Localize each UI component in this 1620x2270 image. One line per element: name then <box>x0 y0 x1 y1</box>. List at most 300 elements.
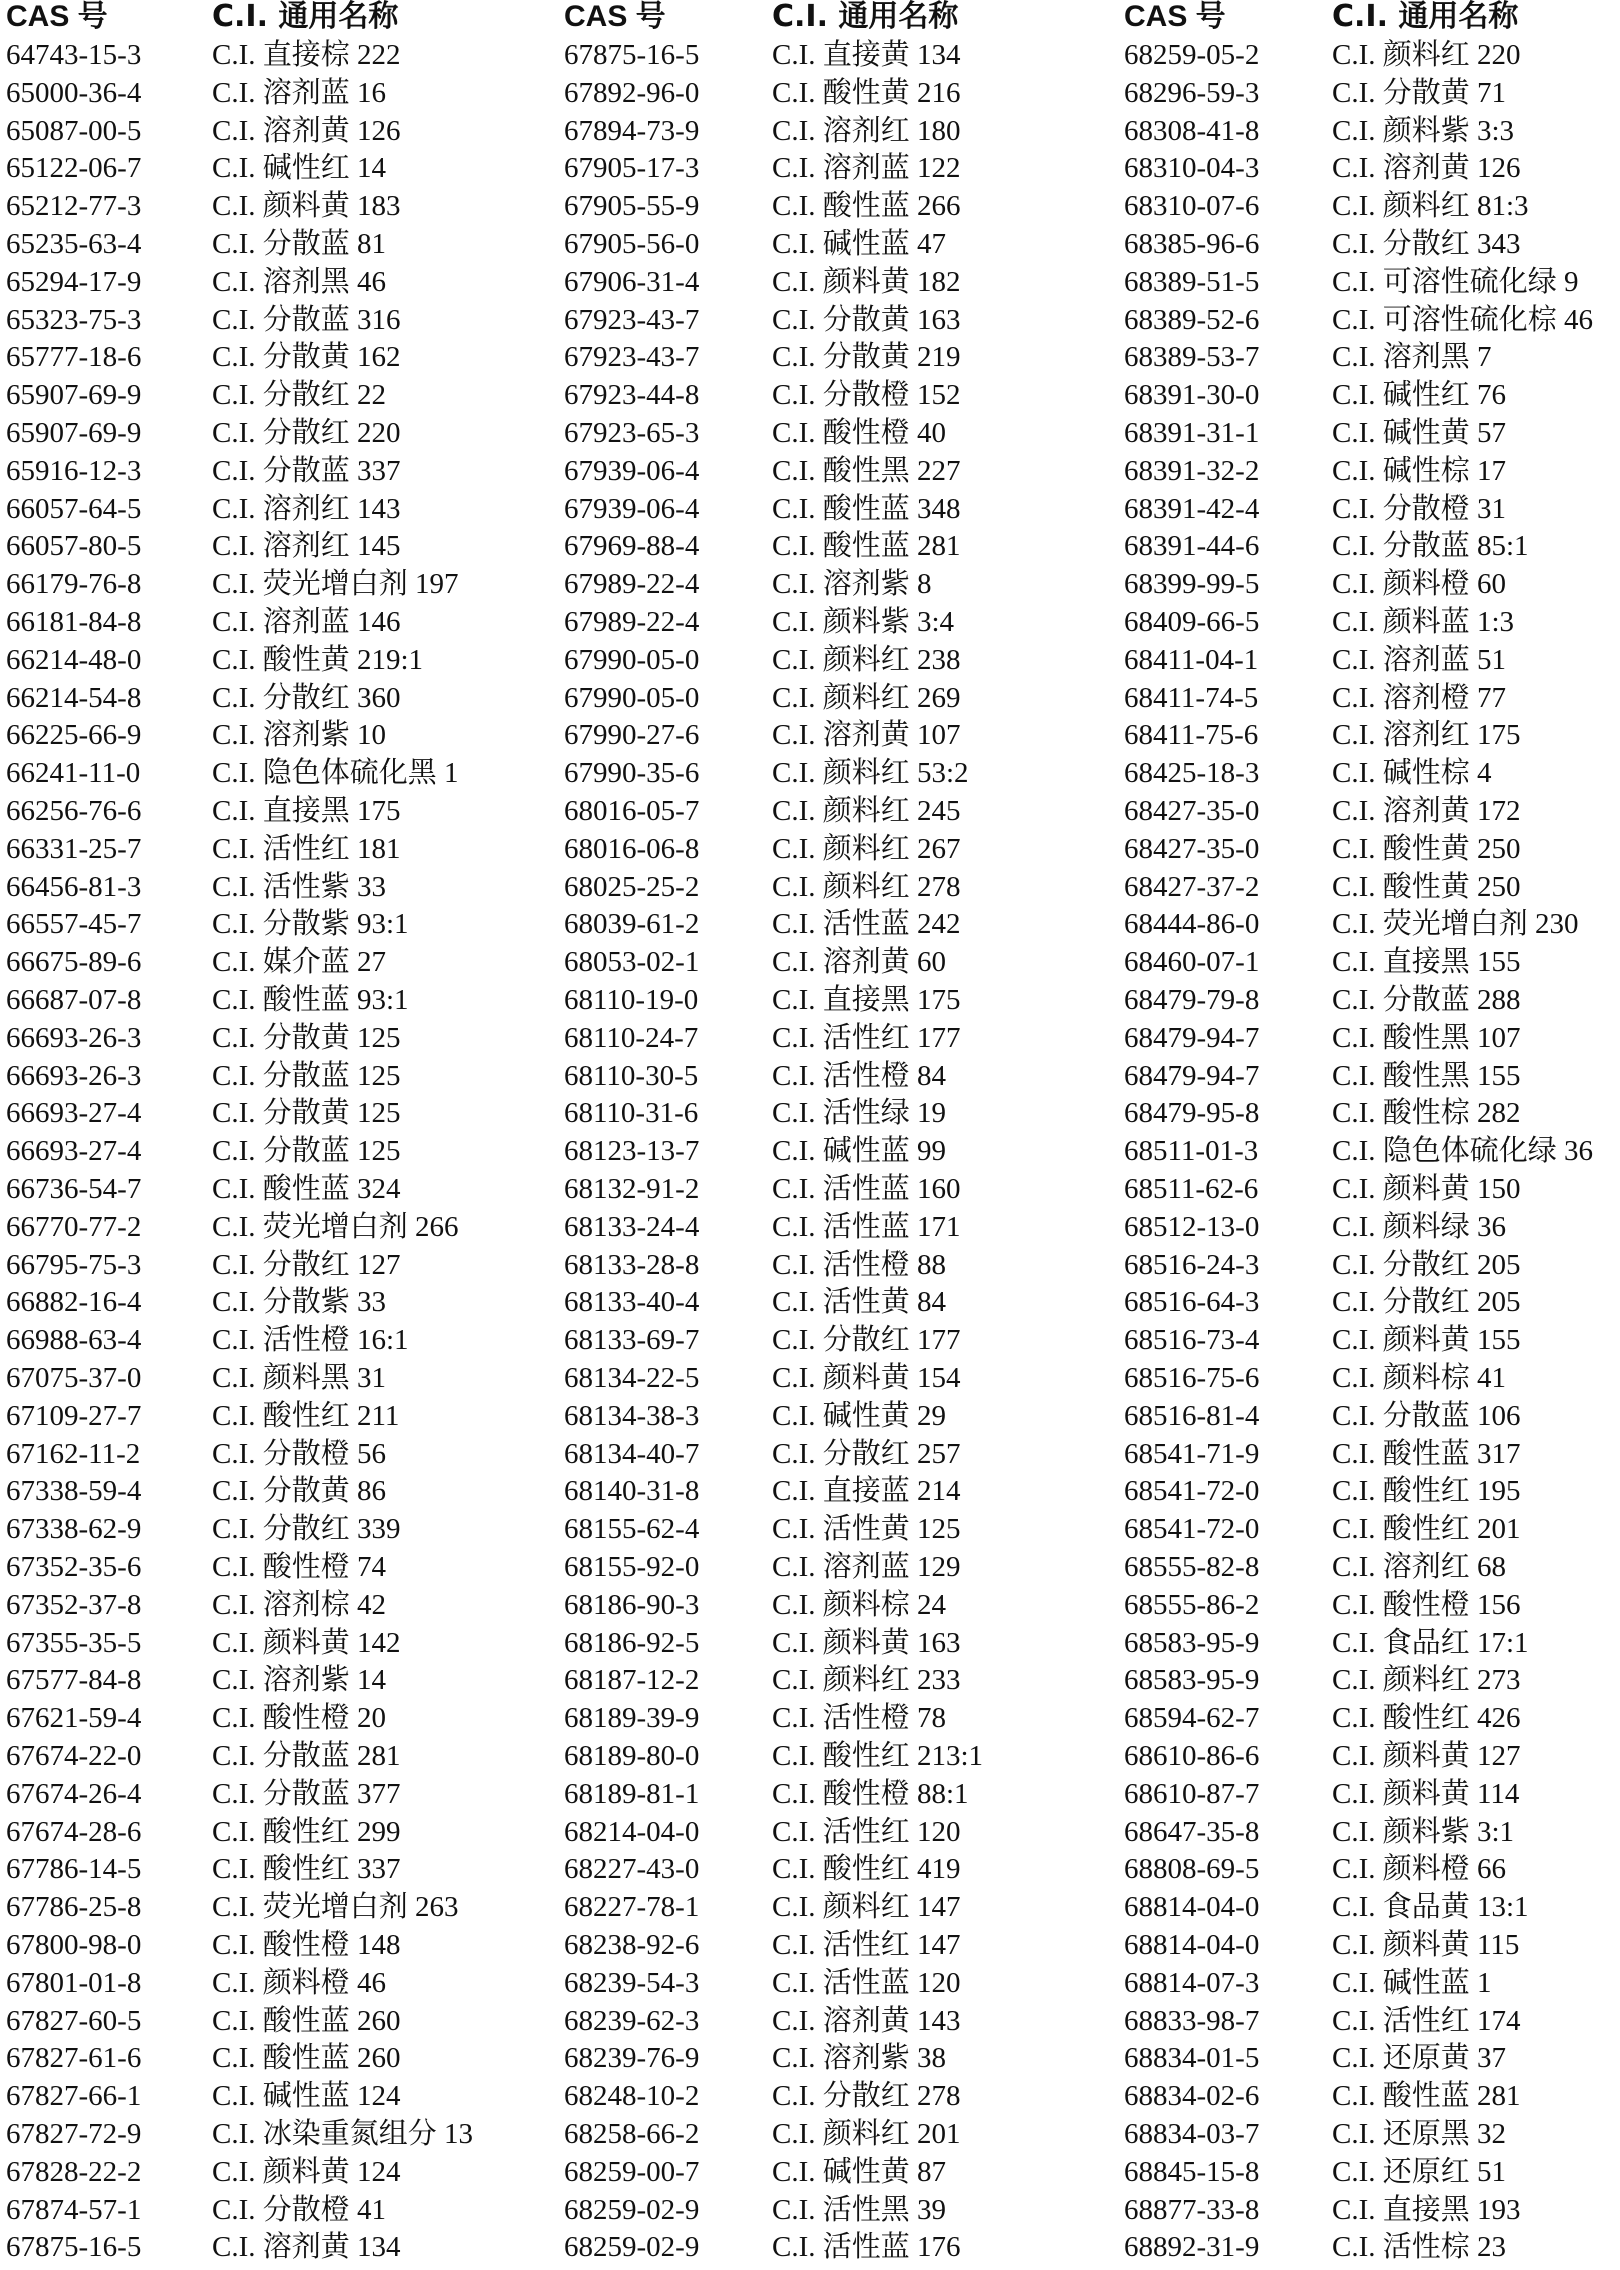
cas-number: 64743-15-3 <box>6 39 142 71</box>
cas-number: 67923-43-7 <box>564 341 700 374</box>
cas-number: 67827-60-5 <box>6 2004 142 2037</box>
cas-number: 66214-48-0 <box>6 643 142 676</box>
table-row <box>0 1321 1620 1359</box>
cas-number: 66057-64-5 <box>6 492 142 525</box>
ci-name: C.I. 碱性棕 4 <box>1332 757 1492 790</box>
ci-name: C.I. 分散蓝 337 <box>212 454 401 487</box>
ci-name: C.I. 还原黄 37 <box>1332 2042 1507 2075</box>
cas-number: 68479-79-8 <box>1124 984 1260 1016</box>
cas-number: 68555-86-2 <box>1124 1588 1260 1621</box>
ci-name: C.I. 酸性黄 216 <box>772 76 961 109</box>
ci-name: C.I. 活性橙 84 <box>772 1059 947 1092</box>
cas-number: 67577-84-8 <box>6 1664 142 1697</box>
cas-number: 68391-44-6 <box>1124 530 1260 563</box>
table-row <box>0 1737 1620 1775</box>
ci-name: C.I. 碱性蓝 47 <box>772 228 947 260</box>
ci-name: C.I. 酸性蓝 260 <box>212 2042 401 2075</box>
cas-number: 68189-81-1 <box>564 1777 700 1810</box>
table-row <box>0 74 1620 112</box>
table-row <box>0 1624 1620 1662</box>
table-row <box>0 2115 1620 2153</box>
cas-number: 68411-75-6 <box>1124 719 1259 752</box>
ci-name: C.I. 溶剂黑 7 <box>1332 341 1492 374</box>
cas-number: 68391-42-4 <box>1124 492 1260 525</box>
header-cas: CAS 号 <box>564 0 666 33</box>
ci-name: C.I. 活性黑 39 <box>772 2193 947 2226</box>
ci-name: C.I. 酸性黑 107 <box>1332 1021 1521 1054</box>
ci-name: C.I. 还原红 51 <box>1332 2155 1507 2188</box>
ci-name: C.I. 颜料黄 114 <box>1332 1777 1520 1810</box>
table-row <box>0 36 1620 74</box>
cas-number: 68892-31-9 <box>1124 2231 1260 2264</box>
cas-number: 68399-99-5 <box>1124 568 1260 601</box>
cas-number: 68583-95-9 <box>1124 1664 1260 1697</box>
ci-name: C.I. 活性绿 19 <box>772 1097 947 1130</box>
table-row <box>0 943 1620 981</box>
ci-name: C.I. 酸性红 426 <box>1332 1702 1521 1735</box>
header-ci-name: C.I. 通用名称 <box>212 0 399 34</box>
cas-number: 66179-76-8 <box>6 568 142 601</box>
ci-name: C.I. 溶剂黄 126 <box>212 114 401 147</box>
ci-name: C.I. 颜料红 201 <box>772 2118 961 2150</box>
ci-name: C.I. 颜料紫 3:4 <box>772 606 955 638</box>
ci-name: C.I. 荧光增白剂 230 <box>1332 908 1579 941</box>
ci-name: C.I. 还原黑 32 <box>1332 2118 1507 2150</box>
ci-name: C.I. 活性棕 23 <box>1332 2231 1507 2264</box>
cas-number: 67990-27-6 <box>564 719 700 752</box>
table-row <box>0 338 1620 376</box>
ci-name: C.I. 溶剂棕 42 <box>212 1588 387 1621</box>
cas-number: 68389-51-5 <box>1124 265 1260 298</box>
cas-number: 68427-37-2 <box>1124 870 1260 903</box>
cas-number: 68259-05-2 <box>1124 39 1260 71</box>
ci-name: C.I. 颜料黄 155 <box>1332 1324 1521 1357</box>
cas-number: 68259-02-9 <box>564 2231 700 2264</box>
ci-name: C.I. 颜料红 233 <box>772 1664 961 1697</box>
cas-number: 68110-31-6 <box>564 1097 699 1130</box>
ci-name: C.I. 溶剂蓝 146 <box>212 606 401 638</box>
cas-number: 68133-40-4 <box>564 1286 700 1319</box>
table-row <box>0 187 1620 225</box>
cas-number: 68189-80-0 <box>564 1740 700 1772</box>
table-row <box>0 225 1620 263</box>
table-row <box>0 1926 1620 1964</box>
ci-name: C.I. 碱性红 76 <box>1332 379 1507 412</box>
ci-name: C.I. 酸性橙 88:1 <box>772 1777 969 1810</box>
cas-number: 67801-01-8 <box>6 1966 142 1999</box>
cas-number: 68814-07-3 <box>1124 1966 1260 1999</box>
cas-number: 68516-24-3 <box>1124 1248 1260 1281</box>
cas-number: 68409-66-5 <box>1124 606 1260 638</box>
table-row <box>0 1019 1620 1057</box>
cas-number: 66181-84-8 <box>6 606 142 638</box>
cas-number: 67355-35-5 <box>6 1626 142 1659</box>
cas-number: 68134-22-5 <box>564 1362 700 1394</box>
table-row <box>0 301 1620 339</box>
ci-name: C.I. 溶剂黄 60 <box>772 946 947 979</box>
table-row <box>0 1548 1620 1586</box>
cas-number: 66687-07-8 <box>6 984 142 1016</box>
ci-name: C.I. 食品红 17:1 <box>1332 1626 1529 1659</box>
table-row <box>0 1813 1620 1851</box>
cas-number: 67894-73-9 <box>564 114 700 147</box>
table-row <box>0 2002 1620 2040</box>
table-row <box>0 1170 1620 1208</box>
ci-name: C.I. 分散黄 162 <box>212 341 401 374</box>
ci-name: C.I. 溶剂黄 107 <box>772 719 961 752</box>
ci-name: C.I. 分散蓝 316 <box>212 303 401 336</box>
cas-number: 68214-04-0 <box>564 1815 700 1848</box>
ci-name: C.I. 溶剂黄 134 <box>212 2231 401 2264</box>
cas-number: 68123-13-7 <box>564 1135 700 1168</box>
cas-number: 68140-31-8 <box>564 1475 700 1508</box>
ci-name: C.I. 隐色体硫化绿 36 <box>1332 1135 1594 1168</box>
cas-number: 68259-00-7 <box>564 2155 700 2188</box>
ci-name: C.I. 分散红 360 <box>212 681 401 714</box>
cas-number: 68132-91-2 <box>564 1173 700 1205</box>
ci-name: C.I. 溶剂黄 172 <box>1332 795 1521 827</box>
ci-name: C.I. 颜料黄 142 <box>212 1626 401 1659</box>
cas-number: 68479-94-7 <box>1124 1059 1260 1092</box>
cas-number: 66225-66-9 <box>6 719 142 752</box>
ci-name: C.I. 颜料红 269 <box>772 681 961 714</box>
cas-number: 68583-95-9 <box>1124 1626 1260 1659</box>
ci-name: C.I. 活性紫 33 <box>212 870 387 903</box>
cas-number: 68308-41-8 <box>1124 114 1260 147</box>
cas-number: 68391-30-0 <box>1124 379 1260 412</box>
cas-number: 68808-69-5 <box>1124 1853 1260 1886</box>
ci-name: C.I. 直接黑 155 <box>1332 946 1521 979</box>
ci-name: C.I. 分散紫 93:1 <box>212 908 409 941</box>
header-ci-name: C.I. 通用名称 <box>772 0 959 34</box>
ci-name: C.I. 分散红 205 <box>1332 1248 1521 1281</box>
ci-name: C.I. 荧光增白剂 263 <box>212 1891 459 1924</box>
cas-number: 68594-62-7 <box>1124 1702 1260 1735</box>
ci-name: C.I. 颜料黑 31 <box>212 1362 387 1394</box>
cas-number: 68025-25-2 <box>564 870 700 903</box>
table-row <box>0 2039 1620 2077</box>
cas-number: 68258-66-2 <box>564 2118 700 2150</box>
cas-number: 67969-88-4 <box>564 530 700 563</box>
cas-number: 68110-30-5 <box>564 1059 699 1092</box>
header-cas: CAS 号 <box>1124 0 1226 33</box>
ci-name: C.I. 酸性橙 40 <box>772 417 947 449</box>
cas-number: 66693-27-4 <box>6 1097 142 1130</box>
ci-name: C.I. 活性蓝 176 <box>772 2231 961 2264</box>
ci-name: C.I. 分散蓝 85:1 <box>1332 530 1529 563</box>
table-row <box>0 414 1620 452</box>
cas-number: 65907-69-9 <box>6 417 142 449</box>
ci-name: C.I. 活性蓝 242 <box>772 908 961 941</box>
cas-number: 68511-62-6 <box>1124 1173 1259 1205</box>
cas-number: 68259-02-9 <box>564 2193 700 2226</box>
cas-number: 68134-40-7 <box>564 1437 700 1470</box>
table-row <box>0 2153 1620 2191</box>
ci-name: C.I. 酸性蓝 266 <box>772 190 961 223</box>
cas-number: 67352-35-6 <box>6 1551 142 1583</box>
ci-name: C.I. 颜料红 81:3 <box>1332 190 1529 223</box>
cas-number: 68016-06-8 <box>564 832 700 865</box>
table-row <box>0 452 1620 490</box>
ci-name: C.I. 分散黄 163 <box>772 303 961 336</box>
ci-name: C.I. 分散蓝 125 <box>212 1135 401 1168</box>
cas-number: 68516-73-4 <box>1124 1324 1260 1357</box>
ci-name: C.I. 分散紫 33 <box>212 1286 387 1319</box>
table-row <box>0 263 1620 301</box>
ci-name: C.I. 分散红 177 <box>772 1324 961 1357</box>
cas-number: 67352-37-8 <box>6 1588 142 1621</box>
ci-name: C.I. 碱性黄 29 <box>772 1399 947 1432</box>
cas-number: 68877-33-8 <box>1124 2193 1260 2226</box>
ci-name: C.I. 分散橙 31 <box>1332 492 1507 525</box>
cas-number: 68391-31-1 <box>1124 417 1260 449</box>
ci-name: C.I. 分散黄 125 <box>212 1097 401 1130</box>
cas-number: 68389-52-6 <box>1124 303 1260 336</box>
cas-number: 68834-01-5 <box>1124 2042 1260 2075</box>
ci-name: C.I. 碱性蓝 124 <box>212 2080 401 2113</box>
cas-number: 68189-39-9 <box>564 1702 700 1735</box>
ci-name: C.I. 活性红 177 <box>772 1021 961 1054</box>
ci-name: C.I. 媒介蓝 27 <box>212 946 387 979</box>
ci-name: C.I. 溶剂紫 8 <box>772 568 932 601</box>
cas-number: 68512-13-0 <box>1124 1210 1260 1243</box>
cas-number: 68239-62-3 <box>564 2004 700 2037</box>
table-row <box>0 149 1620 187</box>
table-row <box>0 2191 1620 2229</box>
cas-number: 65907-69-9 <box>6 379 142 412</box>
ci-name: C.I. 酸性黄 219:1 <box>212 643 424 676</box>
table-row <box>0 641 1620 679</box>
ci-name: C.I. 溶剂红 68 <box>1332 1551 1507 1583</box>
table-row <box>0 2228 1620 2266</box>
ci-name: C.I. 荧光增白剂 266 <box>212 1210 459 1243</box>
ci-name: C.I. 活性黄 84 <box>772 1286 947 1319</box>
ci-name: C.I. 分散红 278 <box>772 2080 961 2113</box>
cas-number: 65235-63-4 <box>6 228 142 260</box>
ci-name: C.I. 碱性黄 87 <box>772 2155 947 2188</box>
ci-name: C.I. 分散橙 152 <box>772 379 961 412</box>
cas-number: 66988-63-4 <box>6 1324 142 1357</box>
ci-name: C.I. 酸性蓝 317 <box>1332 1437 1521 1470</box>
ci-name: C.I. 分散红 205 <box>1332 1286 1521 1319</box>
cas-number: 68186-92-5 <box>564 1626 700 1659</box>
cas-number: 68845-15-8 <box>1124 2155 1260 2188</box>
table-row <box>0 1775 1620 1813</box>
ci-name: C.I. 溶剂红 180 <box>772 114 961 147</box>
ci-name: C.I. 碱性棕 17 <box>1332 454 1507 487</box>
ci-name: C.I. 活性蓝 120 <box>772 1966 961 1999</box>
cas-number: 68834-03-7 <box>1124 2118 1260 2150</box>
table-row <box>0 1397 1620 1435</box>
ci-name: C.I. 酸性橙 74 <box>212 1551 387 1583</box>
cas-number: 67827-61-6 <box>6 2042 142 2075</box>
ci-name: C.I. 荧光增白剂 197 <box>212 568 459 601</box>
ci-name: C.I. 分散黄 86 <box>212 1475 387 1508</box>
cas-number: 66693-26-3 <box>6 1059 142 1092</box>
ci-name: C.I. 颜料黄 163 <box>772 1626 961 1659</box>
cas-number: 68133-24-4 <box>564 1210 700 1243</box>
ci-name: C.I. 溶剂橙 77 <box>1332 681 1507 714</box>
ci-name: C.I. 碱性蓝 99 <box>772 1135 947 1168</box>
cas-number: 68296-59-3 <box>1124 76 1260 109</box>
cas-number: 68227-43-0 <box>564 1853 700 1886</box>
cas-number: 68516-75-6 <box>1124 1362 1260 1394</box>
ci-name: C.I. 颜料红 238 <box>772 643 961 676</box>
cas-number: 67923-43-7 <box>564 303 700 336</box>
cas-number: 68427-35-0 <box>1124 832 1260 865</box>
cas-number: 68834-02-6 <box>1124 2080 1260 2113</box>
cas-number: 68310-04-3 <box>1124 152 1260 185</box>
cas-number: 66795-75-3 <box>6 1248 142 1281</box>
ci-name: C.I. 分散黄 125 <box>212 1021 401 1054</box>
cas-number: 68516-81-4 <box>1124 1399 1260 1432</box>
ci-name: C.I. 酸性橙 148 <box>212 1929 401 1961</box>
ci-name: C.I. 颜料黄 182 <box>772 265 961 298</box>
ci-name: C.I. 分散蓝 281 <box>212 1740 401 1772</box>
ci-name: C.I. 酸性蓝 324 <box>212 1173 401 1205</box>
ci-name: C.I. 颜料蓝 1:3 <box>1332 606 1515 638</box>
table-row <box>0 905 1620 943</box>
ci-name: C.I. 碱性红 14 <box>212 152 387 185</box>
ci-name: C.I. 活性橙 88 <box>772 1248 947 1281</box>
cas-number: 68541-71-9 <box>1124 1437 1260 1470</box>
ci-name: C.I. 颜料红 267 <box>772 832 961 865</box>
cas-number: 68239-76-9 <box>564 2042 700 2075</box>
cas-number: 66693-27-4 <box>6 1135 142 1168</box>
cas-number: 67990-05-0 <box>564 681 700 714</box>
cas-number: 67874-57-1 <box>6 2193 142 2226</box>
cas-number: 68155-62-4 <box>564 1513 700 1546</box>
cas-number: 68391-32-2 <box>1124 454 1260 487</box>
cas-number: 66214-54-8 <box>6 681 142 714</box>
cas-number: 68541-72-0 <box>1124 1475 1260 1508</box>
ci-name: C.I. 冰染重氮组分 13 <box>212 2118 474 2150</box>
ci-name: C.I. 酸性黄 250 <box>1332 870 1521 903</box>
cas-number: 67875-16-5 <box>564 39 700 71</box>
ci-name: C.I. 酸性蓝 260 <box>212 2004 401 2037</box>
ci-name: C.I. 溶剂红 145 <box>212 530 401 563</box>
ci-name: C.I. 活性黄 125 <box>772 1513 961 1546</box>
table-row <box>0 1057 1620 1095</box>
ci-name: C.I. 酸性红 211 <box>212 1399 400 1432</box>
cas-number: 68411-74-5 <box>1124 681 1259 714</box>
cas-number: 67621-59-4 <box>6 1702 142 1735</box>
ci-name: C.I. 直接棕 222 <box>212 39 401 71</box>
cas-number: 68016-05-7 <box>564 795 700 827</box>
cas-number: 68133-28-8 <box>564 1248 700 1281</box>
ci-name: C.I. 酸性蓝 281 <box>1332 2080 1521 2113</box>
cas-number: 67674-22-0 <box>6 1740 142 1772</box>
table-row <box>0 1510 1620 1548</box>
ci-name: C.I. 活性红 174 <box>1332 2004 1521 2037</box>
ci-name: C.I. 活性红 120 <box>772 1815 961 1848</box>
cas-number: 68385-96-6 <box>1124 228 1260 260</box>
cas-number: 68389-53-7 <box>1124 341 1260 374</box>
ci-name: C.I. 颜料棕 41 <box>1332 1362 1507 1394</box>
ci-name: C.I. 分散蓝 81 <box>212 228 387 260</box>
cas-number: 66456-81-3 <box>6 870 142 903</box>
ci-name: C.I. 直接黑 193 <box>1332 2193 1521 2226</box>
cas-number: 65087-00-5 <box>6 114 142 147</box>
ci-name: C.I. 颜料橙 60 <box>1332 568 1507 601</box>
ci-name: C.I. 酸性红 299 <box>212 1815 401 1848</box>
cas-number: 68516-64-3 <box>1124 1286 1260 1319</box>
cas-number: 65000-36-4 <box>6 76 142 109</box>
table-row <box>0 376 1620 414</box>
table-row <box>0 1586 1620 1624</box>
header-ci-name: C.I. 通用名称 <box>1332 0 1519 34</box>
ci-name: C.I. 分散黄 219 <box>772 341 961 374</box>
ci-name: C.I. 碱性黄 57 <box>1332 417 1507 449</box>
cas-number: 68186-90-3 <box>564 1588 700 1621</box>
table-row <box>0 792 1620 830</box>
cas-number: 68238-92-6 <box>564 1929 700 1961</box>
cas-number: 65777-18-6 <box>6 341 142 374</box>
ci-name: C.I. 酸性蓝 348 <box>772 492 961 525</box>
ci-name: C.I. 直接蓝 214 <box>772 1475 961 1508</box>
ci-name: C.I. 颜料红 53:2 <box>772 757 969 790</box>
cas-number: 68610-86-6 <box>1124 1740 1260 1772</box>
ci-name: C.I. 溶剂蓝 122 <box>772 152 961 185</box>
ci-name: C.I. 直接黄 134 <box>772 39 961 71</box>
ci-name: C.I. 颜料黄 183 <box>212 190 401 223</box>
cas-number: 67828-22-2 <box>6 2155 142 2188</box>
ci-name: C.I. 分散橙 41 <box>212 2193 387 2226</box>
ci-name: C.I. 溶剂黄 143 <box>772 2004 961 2037</box>
cas-number: 66736-54-7 <box>6 1173 142 1205</box>
table-row <box>0 1359 1620 1397</box>
ci-name: C.I. 颜料橙 46 <box>212 1966 387 1999</box>
cas-number: 66675-89-6 <box>6 946 142 979</box>
cas-number: 67875-16-5 <box>6 2231 142 2264</box>
ci-name: C.I. 颜料红 273 <box>1332 1664 1521 1697</box>
cas-number: 65122-06-7 <box>6 152 142 185</box>
ci-name: C.I. 分散黄 71 <box>1332 76 1507 109</box>
cas-number: 67939-06-4 <box>564 492 700 525</box>
table-row <box>0 527 1620 565</box>
ci-name: C.I. 酸性橙 20 <box>212 1702 387 1735</box>
table-row <box>0 868 1620 906</box>
ci-name: C.I. 酸性红 337 <box>212 1853 401 1886</box>
ci-name: C.I. 颜料绿 36 <box>1332 1210 1507 1243</box>
ci-name: C.I. 活性红 147 <box>772 1929 961 1961</box>
cas-number: 67923-44-8 <box>564 379 700 412</box>
cas-number: 67075-37-0 <box>6 1362 142 1394</box>
ci-name: C.I. 活性蓝 171 <box>772 1210 961 1243</box>
cas-number: 68479-95-8 <box>1124 1097 1260 1130</box>
cas-number: 65323-75-3 <box>6 303 142 336</box>
cas-number: 67162-11-2 <box>6 1437 141 1470</box>
cas-number: 66256-76-6 <box>6 795 142 827</box>
ci-name: C.I. 活性红 181 <box>212 832 401 865</box>
cas-number: 67892-96-0 <box>564 76 700 109</box>
table-row <box>0 1435 1620 1473</box>
ci-name: C.I. 溶剂蓝 129 <box>772 1551 961 1583</box>
ci-name: C.I. 活性橙 78 <box>772 1702 947 1735</box>
ci-name: C.I. 分散红 339 <box>212 1513 401 1546</box>
ci-name: C.I. 隐色体硫化黑 1 <box>212 757 459 790</box>
ci-name: C.I. 酸性黑 155 <box>1332 1059 1521 1092</box>
cas-number: 68610-87-7 <box>1124 1777 1260 1810</box>
cas-number: 67786-25-8 <box>6 1891 142 1924</box>
cas-number: 66057-80-5 <box>6 530 142 563</box>
ci-name: C.I. 分散红 343 <box>1332 228 1521 260</box>
ci-name: C.I. 分散蓝 377 <box>212 1777 401 1810</box>
cas-number: 68814-04-0 <box>1124 1891 1260 1924</box>
cas-number: 68133-69-7 <box>564 1324 700 1357</box>
cas-number: 68239-54-3 <box>564 1966 700 1999</box>
cas-number: 65916-12-3 <box>6 454 142 487</box>
